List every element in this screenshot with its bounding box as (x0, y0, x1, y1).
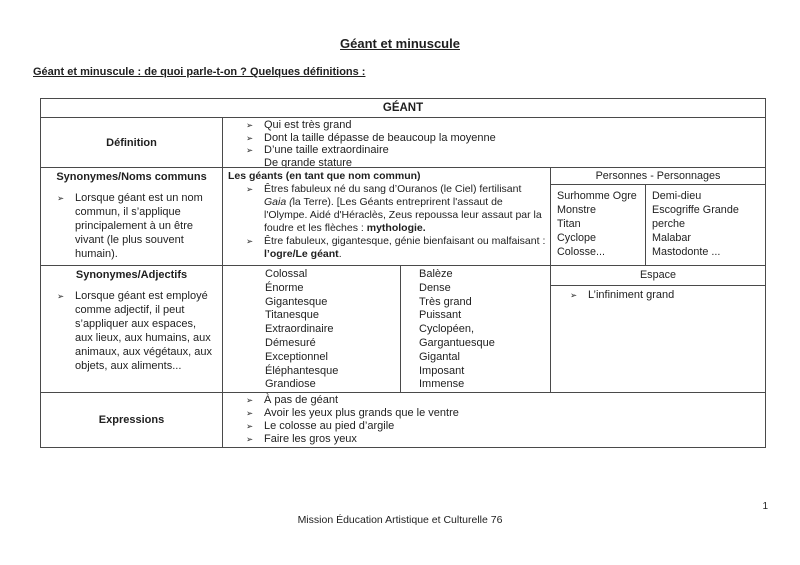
noms-middle-header: Les géants (en tant que nom commun) (228, 170, 421, 182)
row-definition (41, 117, 765, 167)
personnes-item: Colosse... (557, 246, 606, 258)
noms-middle-cell (223, 168, 551, 265)
adjectif-item: Très grand (419, 295, 472, 308)
definition-content (223, 118, 765, 167)
arrow-bullet-icon: ➢ (246, 184, 254, 194)
text-segment-bold: mythologie. (366, 222, 426, 234)
adjectif-item: Imposant (419, 364, 465, 377)
personnes-list-b (646, 185, 765, 265)
page-number: 1 (762, 501, 768, 512)
arrow-bullet-icon: ➢ (246, 132, 254, 143)
arrow-bullet-icon: ➢ (246, 434, 254, 444)
arrow-bullet-icon: ➢ (246, 421, 254, 431)
noms-bullet-text (264, 183, 546, 235)
adjectif-item: Énorme (265, 281, 304, 294)
espace-item (570, 289, 761, 302)
text-segment-italic: Gaia ( (264, 196, 293, 208)
noms-label-cell (41, 168, 223, 265)
row-adjectifs (41, 265, 765, 392)
noms-bullet (228, 183, 546, 235)
row-noms-communs (41, 167, 765, 265)
definition-item (246, 157, 761, 168)
noms-note-text: Lorsque géant est un nom commun, il s’applique principalement à un être vivant (le plus souvent humain). (75, 192, 203, 260)
noms-bullet (228, 235, 546, 261)
adjectif-item: Balèze (419, 268, 453, 280)
espace-item-text: L’infiniment grand (588, 289, 675, 301)
arrow-bullet-icon: ➢ (57, 291, 65, 301)
adjectif-item: Gigantal (419, 350, 460, 363)
expression-item (246, 394, 761, 407)
text-segment: Êtres fabuleux né du sang d’Ouranos (le Ciel) fertilisant (264, 183, 522, 195)
personnes-item: Escogriffe Grande perche (652, 204, 739, 230)
expression-item (246, 407, 761, 420)
adjectif-item: Extraordinaire (265, 323, 334, 336)
text-segment: Être fabuleux, gigantesque, génie bienfaisant ou malfaisant : (264, 235, 546, 247)
footer-text: Mission Éducation Artistique et Culturelle 76 (297, 514, 503, 526)
geant-table (40, 98, 766, 448)
adjectif-item: Gargantuesque (419, 336, 495, 349)
adjectifs-note (41, 289, 222, 373)
expressions-label: Expressions (41, 393, 223, 447)
document-title: Géant et minuscule (340, 36, 460, 51)
personnes-item: Malabar (652, 232, 692, 244)
arrow-bullet-icon: ➢ (246, 408, 254, 418)
personnes-item: Surhomme Ogre (557, 190, 637, 202)
noms-label: Synonymes/Noms communs (56, 171, 207, 183)
personnes-item: Mastodonte ... (652, 246, 721, 258)
adjectifs-list-a (223, 266, 401, 392)
adjectif-item: Grandiose (265, 378, 316, 391)
text-segment: la Terre). [Les Géants entreprirent l'assaut de l'Olympe. Aidé d'Héraclès, Zeus repoussa leur assaut par la foudre et les flèches : (264, 196, 542, 234)
adjectifs-note-text: Lorsque géant est employé comme adjectif, il peut s’appliquer aux espaces, aux lieux, aux humains, aux animaux, aux végétaux, aux objets, aux aliments... (75, 290, 212, 372)
adjectif-item: Puissant (419, 309, 462, 322)
adjectif-item: Gigantesque (265, 295, 328, 308)
expression-item-text: À pas de géant (264, 394, 339, 406)
noms-bullet-text (264, 235, 546, 261)
personnes-item: Demi-dieu (652, 190, 702, 202)
arrow-bullet-icon: ➢ (246, 145, 254, 155)
adjectifs-middle-cell (223, 266, 551, 392)
document-subtitle: Géant et minuscule : de quoi parle-t-on ? Quelques définitions : (33, 66, 366, 78)
adjectif-item: Dense (419, 281, 451, 294)
definition-label: Définition (41, 118, 223, 167)
adjectifs-label-cell (41, 266, 223, 392)
personnes-item: Cyclope (557, 232, 597, 244)
definition-item-text: D’une taille extraordinaire (264, 144, 389, 156)
definition-item (246, 119, 761, 132)
adjectif-item: Démesuré (265, 336, 316, 349)
adjectifs-list-b (401, 266, 550, 392)
row-expressions (41, 392, 765, 447)
expression-item-text: Avoir les yeux plus grands que le ventre (264, 407, 459, 419)
arrow-bullet-icon: ➢ (246, 236, 254, 246)
espace-cell (551, 266, 765, 392)
adjectif-item: Immense (419, 378, 465, 391)
adjectif-item: Colossal (265, 268, 308, 280)
espace-header: Espace (551, 266, 765, 286)
adjectif-item: Éléphantesque (265, 364, 339, 377)
arrow-bullet-icon: ➢ (57, 193, 65, 203)
arrow-bullet-icon: ➢ (246, 395, 254, 405)
text-segment-bold: l’ogre/Le géant (264, 248, 339, 260)
adjectif-item: Exceptionnel (265, 350, 328, 363)
adjectifs-label: Synonymes/Adjectifs (75, 269, 188, 281)
text-segment: . (338, 248, 342, 260)
expressions-content (223, 393, 765, 447)
noms-note (41, 191, 222, 261)
adjectif-item: Cyclopéen, (419, 323, 475, 336)
personnes-cell (551, 168, 765, 265)
expression-item-text: Le colosse au pied d’argile (264, 420, 395, 432)
table-title-cell: GÉANT (382, 102, 424, 114)
arrow-bullet-icon: ➢ (570, 290, 578, 300)
personnes-item: Monstre (557, 204, 597, 216)
adjectif-item: Titanesque (265, 309, 320, 322)
definition-item-text: Dont la taille dépasse de beaucoup la moyenne (264, 131, 496, 144)
expression-item-text: Faire les gros yeux (264, 433, 357, 445)
definition-item-text: De grande stature (264, 156, 353, 167)
arrow-bullet-icon: ➢ (246, 120, 254, 130)
definition-item (246, 132, 761, 145)
personnes-list-a (551, 185, 646, 265)
personnes-item: Titan (557, 218, 581, 230)
definition-item (246, 144, 761, 157)
personnes-header: Personnes - Personnages (551, 168, 765, 185)
expression-item (246, 433, 761, 446)
expression-item (246, 420, 761, 433)
definition-item-text: Qui est très grand (264, 119, 352, 131)
